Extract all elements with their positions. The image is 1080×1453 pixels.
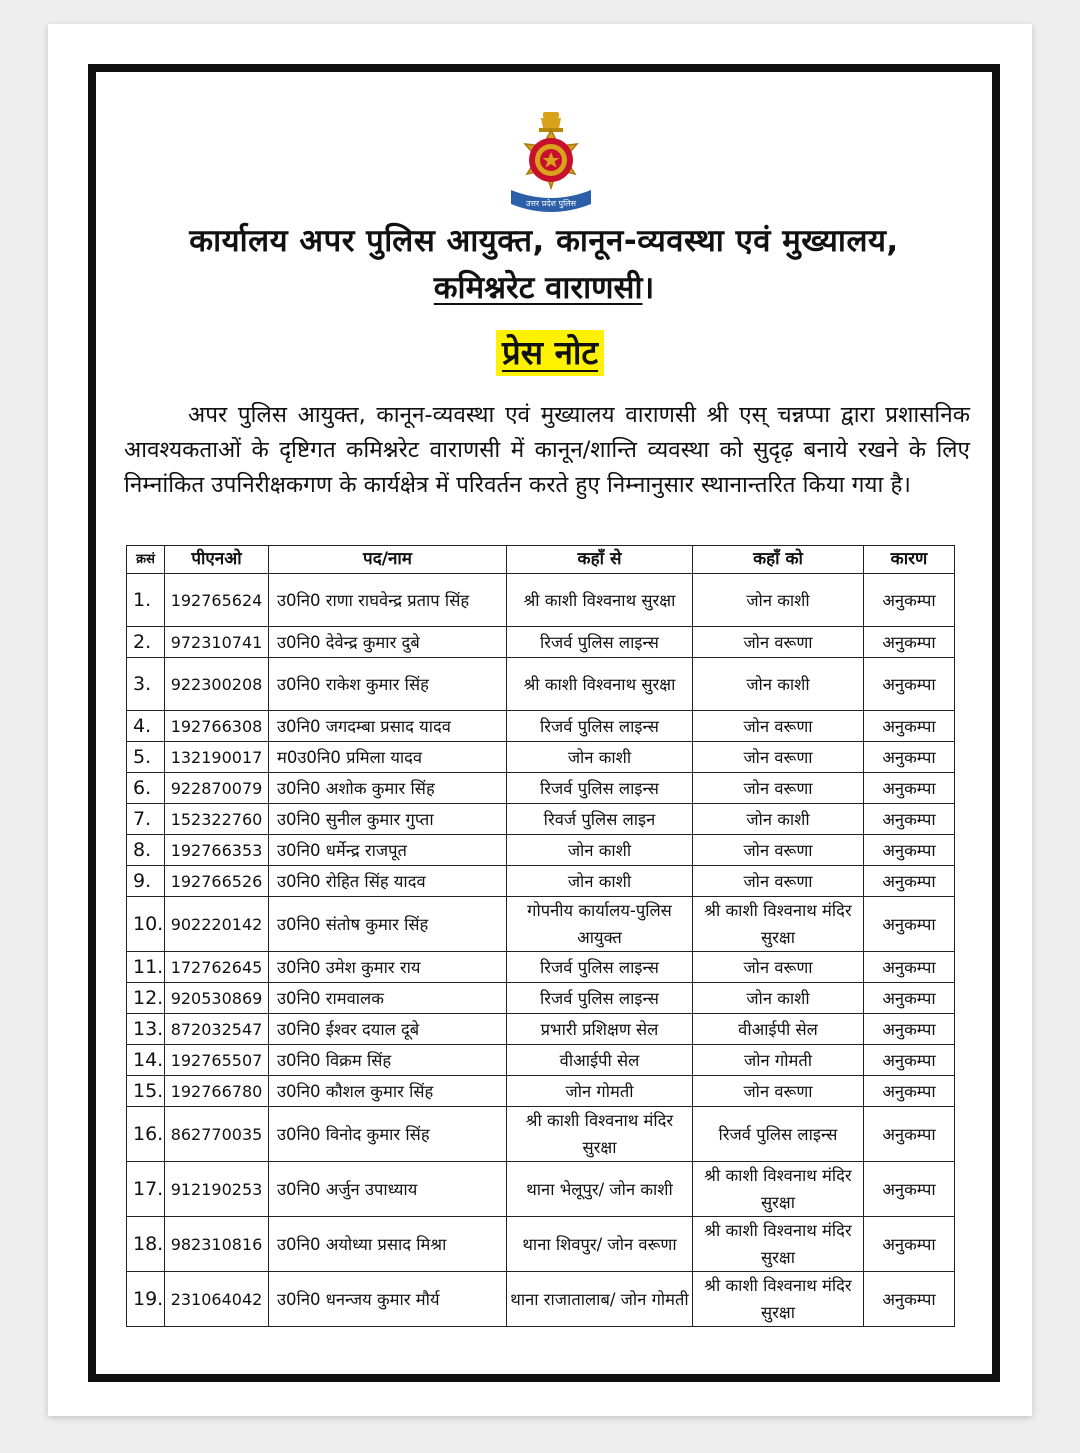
table-row <box>127 627 955 658</box>
table-row <box>127 773 955 804</box>
sr-number: 7. <box>127 804 165 835</box>
table-row <box>127 1217 955 1272</box>
to-cell: जोन वरूणा <box>693 773 864 804</box>
from-cell: रिजर्व पुलिस लाइन्स <box>507 773 693 804</box>
sr-number: 11. <box>127 952 165 983</box>
name-cell: उ0नि0 देवेन्द्र कुमार दुबे <box>269 627 507 658</box>
name-cell: उ0नि0 रोहित सिंह यादव <box>269 866 507 897</box>
office-subtitle-end: । <box>642 270 655 306</box>
from-cell: थाना भेलूपुर/ जोन काशी <box>507 1162 693 1217</box>
pno-cell: 192765624 <box>165 574 269 627</box>
to-cell: जोन काशी <box>693 983 864 1014</box>
name-cell: उ0नि0 धनन्जय कुमार मौर्य <box>269 1272 507 1327</box>
to-cell: जोन वरूणा <box>693 1076 864 1107</box>
col-header-pno: पीएनओ <box>165 546 269 574</box>
to-cell: श्री काशी विश्वनाथ मंदिर सुरक्षा <box>693 1162 864 1217</box>
from-cell: जोन काशी <box>507 742 693 773</box>
sr-number: 1. <box>127 574 165 627</box>
up-police-emblem-icon <box>503 110 599 220</box>
sr-number: 14. <box>127 1045 165 1076</box>
office-subtitle <box>96 266 992 308</box>
table-row <box>127 1162 955 1217</box>
sr-number: 4. <box>127 711 165 742</box>
from-cell: प्रभारी प्रशिक्षण सेल <box>507 1014 693 1045</box>
name-cell: उ0नि0 संतोष कुमार सिंह <box>269 897 507 952</box>
table-row <box>127 1076 955 1107</box>
name-cell: उ0नि0 जगदम्बा प्रसाद यादव <box>269 711 507 742</box>
reason-cell: अनुकम्पा <box>864 835 955 866</box>
name-cell: उ0नि0 विनोद कुमार सिंह <box>269 1107 507 1162</box>
sr-number: 10. <box>127 897 165 952</box>
from-cell: श्री काशी विश्वनाथ मंदिर सुरक्षा <box>507 1107 693 1162</box>
from-cell: जोन काशी <box>507 866 693 897</box>
to-cell: जोन गोमती <box>693 1045 864 1076</box>
to-cell: जोन काशी <box>693 658 864 711</box>
sr-number: 15. <box>127 1076 165 1107</box>
from-cell: रिजर्व पुलिस लाइन्स <box>507 711 693 742</box>
sr-number: 3. <box>127 658 165 711</box>
from-cell: श्री काशी विश्वनाथ सुरक्षा <box>507 658 693 711</box>
table-header-row <box>127 546 955 574</box>
sr-number: 9. <box>127 866 165 897</box>
office-subtitle-text: कमिश्नरेट वाराणसी <box>433 270 643 306</box>
to-cell: जोन वरूणा <box>693 952 864 983</box>
table-row <box>127 866 955 897</box>
to-cell: रिजर्व पुलिस लाइन्स <box>693 1107 864 1162</box>
pno-cell: 912190253 <box>165 1162 269 1217</box>
from-cell: श्री काशी विश्वनाथ सुरक्षा <box>507 574 693 627</box>
table-row <box>127 1045 955 1076</box>
pno-cell: 872032547 <box>165 1014 269 1045</box>
reason-cell: अनुकम्पा <box>864 574 955 627</box>
to-cell: जोन वरूणा <box>693 627 864 658</box>
sr-number: 8. <box>127 835 165 866</box>
to-cell: जोन वरूणा <box>693 711 864 742</box>
reason-cell: अनुकम्पा <box>864 804 955 835</box>
reason-cell: अनुकम्पा <box>864 866 955 897</box>
pno-cell: 172762645 <box>165 952 269 983</box>
body-paragraph: अपर पुलिस आयुक्त, कानून-व्यवस्था एवं मुख्यालय वाराणसी श्री एस् चन्नप्पा द्वारा प्रशासनिक आवश्यकताओं के दृष्टिगत कमिश्नरेट वाराणसी में कानून/शान्ति व्यवस्था को सुदृढ़ बनाये रखने के लिए निम्नांकित उपनिरीक्षकगण के कार्यक्षेत्र में परिवर्तन करते हुए निम्नानुसार स्थानान्तरित किया गया है। <box>124 402 970 498</box>
name-cell: उ0नि0 राणा राघवेन्द्र प्रताप सिंह <box>269 574 507 627</box>
from-cell: रिजर्व पुलिस लाइन्स <box>507 952 693 983</box>
pno-cell: 862770035 <box>165 1107 269 1162</box>
svg-text:उत्तर प्रदेश पुलिस: उत्तर प्रदेश पुलिस <box>526 199 576 208</box>
to-cell: श्री काशी विश्वनाथ मंदिर सुरक्षा <box>693 1272 864 1327</box>
name-cell: म0उ0नि0 प्रमिला यादव <box>269 742 507 773</box>
col-header-reason: कारण <box>864 546 955 574</box>
pno-cell: 152322760 <box>165 804 269 835</box>
to-cell: जोन वरूणा <box>693 866 864 897</box>
reason-cell: अनुकम्पा <box>864 1076 955 1107</box>
sr-number: 2. <box>127 627 165 658</box>
pno-cell: 920530869 <box>165 983 269 1014</box>
to-cell: श्री काशी विश्वनाथ मंदिर सुरक्षा <box>693 897 864 952</box>
name-cell: उ0नि0 अयोध्या प्रसाद मिश्रा <box>269 1217 507 1272</box>
table-row <box>127 835 955 866</box>
reason-cell: अनुकम्पा <box>864 1045 955 1076</box>
from-cell: थाना राजातालाब/ जोन गोमती <box>507 1272 693 1327</box>
to-cell: जोन काशी <box>693 574 864 627</box>
reason-cell: अनुकम्पा <box>864 773 955 804</box>
table-row <box>127 952 955 983</box>
table-row <box>127 1107 955 1162</box>
name-cell: उ0नि0 राकेश कुमार सिंह <box>269 658 507 711</box>
table-row <box>127 742 955 773</box>
reason-cell: अनुकम्पा <box>864 742 955 773</box>
col-header-name: पद/नाम <box>269 546 507 574</box>
name-cell: उ0नि0 ईश्वर दयाल दूबे <box>269 1014 507 1045</box>
press-note-heading: प्रेस नोट <box>496 330 604 376</box>
reason-cell: अनुकम्पा <box>864 658 955 711</box>
from-cell: रिजर्व पुलिस लाइन्स <box>507 627 693 658</box>
table-row <box>127 1014 955 1045</box>
sr-number: 12. <box>127 983 165 1014</box>
sr-number: 13. <box>127 1014 165 1045</box>
pno-cell: 922870079 <box>165 773 269 804</box>
office-title: कार्यालय अपर पुलिस आयुक्त, कानून-व्यवस्था एवं मुख्यालय, <box>189 223 899 259</box>
table-row <box>127 897 955 952</box>
col-header-sn: क्रसं <box>127 546 165 574</box>
sr-number: 19. <box>127 1272 165 1327</box>
name-cell: उ0नि0 कौशल कुमार सिंह <box>269 1076 507 1107</box>
pno-cell: 192766308 <box>165 711 269 742</box>
table-row <box>127 574 955 627</box>
name-cell: उ0नि0 अशोक कुमार सिंह <box>269 773 507 804</box>
table-row <box>127 983 955 1014</box>
table-row <box>127 658 955 711</box>
pno-cell: 922300208 <box>165 658 269 711</box>
to-cell: जोन वरूणा <box>693 835 864 866</box>
pno-cell: 192766353 <box>165 835 269 866</box>
transfer-table <box>126 545 955 1327</box>
reason-cell: अनुकम्पा <box>864 1272 955 1327</box>
reason-cell: अनुकम्पा <box>864 983 955 1014</box>
pno-cell: 192766526 <box>165 866 269 897</box>
reason-cell: अनुकम्पा <box>864 1217 955 1272</box>
pno-cell: 231064042 <box>165 1272 269 1327</box>
sr-number: 18. <box>127 1217 165 1272</box>
to-cell: श्री काशी विश्वनाथ मंदिर सुरक्षा <box>693 1217 864 1272</box>
sr-number: 16. <box>127 1107 165 1162</box>
reason-cell: अनुकम्पा <box>864 627 955 658</box>
pno-cell: 192766780 <box>165 1076 269 1107</box>
from-cell: थाना शिवपुर/ जोन वरूणा <box>507 1217 693 1272</box>
name-cell: उ0नि0 सुनील कुमार गुप्ता <box>269 804 507 835</box>
from-cell: जोन गोमती <box>507 1076 693 1107</box>
reason-cell: अनुकम्पा <box>864 897 955 952</box>
reason-cell: अनुकम्पा <box>864 711 955 742</box>
reason-cell: अनुकम्पा <box>864 1162 955 1217</box>
from-cell: गोपनीय कार्यालय-पुलिस आयुक्त <box>507 897 693 952</box>
from-cell: जोन काशी <box>507 835 693 866</box>
table-row <box>127 1272 955 1327</box>
col-header-to: कहाँ को <box>693 546 864 574</box>
reason-cell: अनुकम्पा <box>864 1014 955 1045</box>
pno-cell: 982310816 <box>165 1217 269 1272</box>
table-row <box>127 711 955 742</box>
reason-cell: अनुकम्पा <box>864 1107 955 1162</box>
to-cell: जोन वरूणा <box>693 742 864 773</box>
name-cell: उ0नि0 विक्रम सिंह <box>269 1045 507 1076</box>
to-cell: जोन काशी <box>693 804 864 835</box>
name-cell: उ0नि0 अर्जुन उपाध्याय <box>269 1162 507 1217</box>
pno-cell: 132190017 <box>165 742 269 773</box>
pno-cell: 192765507 <box>165 1045 269 1076</box>
reason-cell: अनुकम्पा <box>864 952 955 983</box>
sr-number: 17. <box>127 1162 165 1217</box>
pno-cell: 972310741 <box>165 627 269 658</box>
col-header-from: कहाँ से <box>507 546 693 574</box>
table-body <box>127 574 955 1327</box>
table-row <box>127 804 955 835</box>
pno-cell: 902220142 <box>165 897 269 952</box>
from-cell: वीआईपी सेल <box>507 1045 693 1076</box>
from-cell: रिजर्व पुलिस लाइन्स <box>507 983 693 1014</box>
document-frame <box>88 64 1000 1382</box>
sr-number: 6. <box>127 773 165 804</box>
sr-number: 5. <box>127 742 165 773</box>
name-cell: उ0नि0 उमेश कुमार राय <box>269 952 507 983</box>
to-cell: वीआईपी सेल <box>693 1014 864 1045</box>
from-cell: रिवर्ज पुलिस लाइन <box>507 804 693 835</box>
name-cell: उ0नि0 रामवालक <box>269 983 507 1014</box>
name-cell: उ0नि0 धर्मेन्द्र राजपूत <box>269 835 507 866</box>
